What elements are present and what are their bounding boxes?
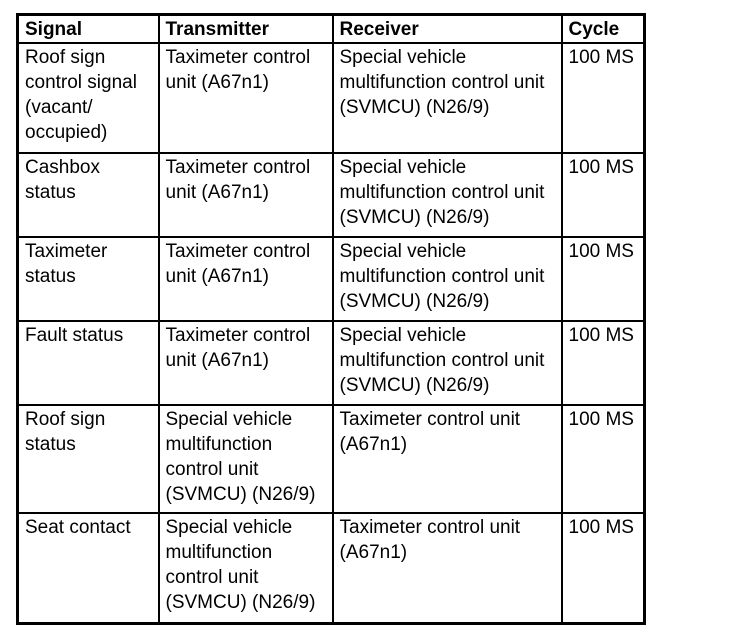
cell-signal: Seat contact (18, 513, 159, 624)
header-cycle: Cycle (562, 15, 645, 44)
cell-cycle: 100 MS (562, 237, 645, 321)
cell-cycle: 100 MS (562, 513, 645, 624)
cell-cycle: 100 MS (562, 321, 645, 405)
cell-transmitter: Taximeter control unit (A67n1) (159, 237, 333, 321)
header-signal: Signal (18, 15, 159, 44)
cell-receiver: Special vehicle multifunction control unit (SVMCU) (N26/9) (333, 43, 562, 153)
cell-cycle: 100 MS (562, 405, 645, 513)
header-receiver: Receiver (333, 15, 562, 44)
cell-transmitter: Taximeter control unit (A67n1) (159, 321, 333, 405)
cell-signal: Roof sign control signal (vacant/ occupied) (18, 43, 159, 153)
cell-transmitter: Special vehicle multifunction control unit (SVMCU) (N26/9) (159, 405, 333, 513)
cell-receiver: Taximeter control unit (A67n1) (333, 405, 562, 513)
cell-receiver: Special vehicle multifunction control unit (SVMCU) (N26/9) (333, 237, 562, 321)
cell-signal: Fault status (18, 321, 159, 405)
table-row (18, 237, 645, 321)
cell-signal: Cashbox status (18, 153, 159, 237)
cell-cycle: 100 MS (562, 153, 645, 237)
cell-signal: Roof sign status (18, 405, 159, 513)
signal-table (16, 13, 646, 625)
cell-transmitter: Taximeter control unit (A67n1) (159, 43, 333, 153)
header-transmitter: Transmitter (159, 15, 333, 44)
cell-receiver: Taximeter control unit (A67n1) (333, 513, 562, 624)
cell-receiver: Special vehicle multifunction control unit (SVMCU) (N26/9) (333, 153, 562, 237)
table-row (18, 43, 645, 153)
table-row (18, 513, 645, 624)
table-row (18, 321, 645, 405)
cell-receiver: Special vehicle multifunction control unit (SVMCU) (N26/9) (333, 321, 562, 405)
cell-cycle: 100 MS (562, 43, 645, 153)
header-row (18, 15, 645, 44)
table-row (18, 153, 645, 237)
cell-signal: Taximeter status (18, 237, 159, 321)
table-row (18, 405, 645, 513)
cell-transmitter: Special vehicle multifunction control unit (SVMCU) (N26/9) (159, 513, 333, 624)
cell-transmitter: Taximeter control unit (A67n1) (159, 153, 333, 237)
